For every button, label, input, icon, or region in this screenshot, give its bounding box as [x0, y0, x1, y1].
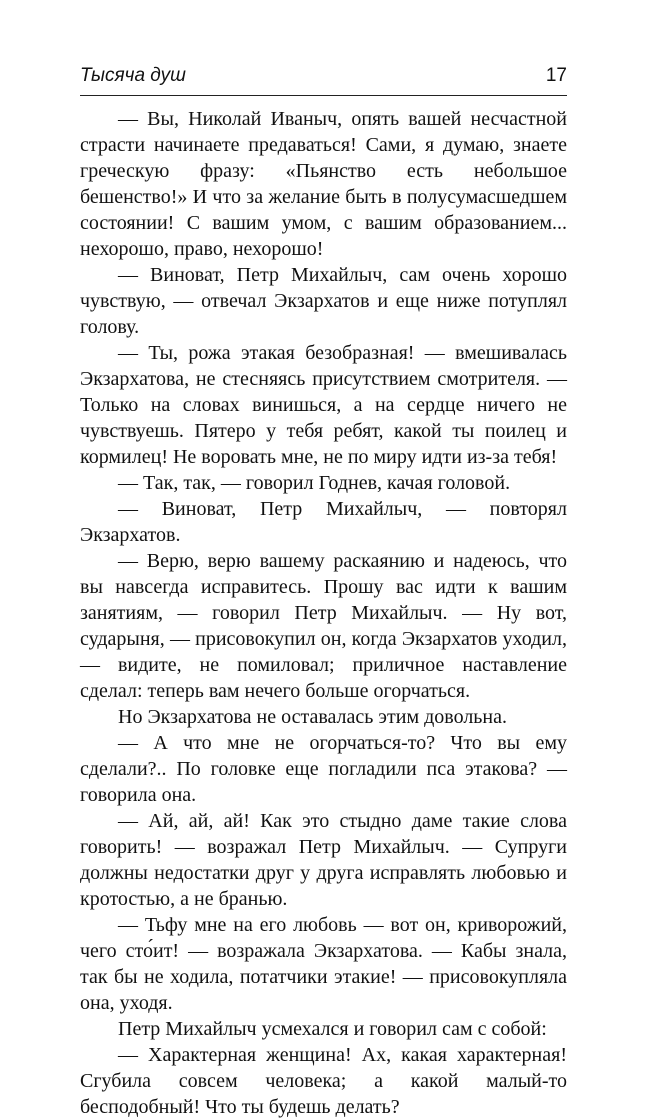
paragraph: — А что мне не огорчаться-то? Что вы ему сделали?.. По головке еще погладили пса этакова? — говорила она.	[80, 732, 567, 806]
paragraph: — Ты, рожа этакая безобразная! — вмешивалась Экзархатова, не стесняясь присутствием смотрителя. — Только на словах винишься, а на сердце ничего не чувствуешь. Пятеро у тебя ребят, какой ты поилец и кормилец! Не воровать мне, не по миру идти из-за тебя!	[80, 342, 567, 468]
paragraph: — Характерная женщина! Ах, какая характерная! Сгубила совсем человека; а какой малый-то бесподобный! Что ты будешь делать?	[80, 1044, 567, 1118]
page-body	[80, 106, 567, 1120]
paragraph: — Так, так, — говорил Годнев, качая головой.	[118, 472, 511, 494]
running-title: Тысяча душ	[80, 65, 186, 86]
paragraph: — Тьфу мне на его любовь — вот он, криворожий, чего сто́ит! — возражала Экзархатова. — Кабы знала, так бы не ходила, потатчики этакие! — присовокупляла она, уходя.	[80, 914, 567, 1014]
paragraph: — Верю, верю вашему раскаянию и надеюсь, что вы навсегда исправитесь. Прошу вас идти к вашим занятиям, — говорил Петр Михайлыч. — Ну вот, сударыня, — присовокупил он, когда Экзархатов уходил, — видите, не помиловал; приличное наставление сделал: теперь вам нечего больше огорчаться.	[80, 550, 567, 702]
header-rule	[80, 95, 567, 96]
paragraph: Петр Михайлыч усмехался и говорил сам с собой:	[118, 1018, 547, 1040]
paragraph: — Вы, Николай Иваныч, опять вашей несчастной страсти начинаете предаваться! Сами, я думаю, знаете греческую фразу: «Пьянство есть небольшое бешенство!» И что за желание быть в полусумасшедшем состоянии! С вашим умом, с вашим образованием... нехорошо, право, нехорошо!	[80, 108, 567, 260]
running-header	[80, 62, 567, 90]
page-number: 17	[545, 65, 567, 86]
paragraph: — Ай, ай, ай! Как это стыдно даме такие слова говорить! — возражал Петр Михайлыч. — Супруги должны недостатки друг у друга исправлять любовью и кротостью, а не бранью.	[80, 810, 567, 910]
paragraph: — Виноват, Петр Михайлыч, — повторял Экзархатов.	[80, 498, 567, 546]
paragraph: Но Экзархатова не оставалась этим довольна.	[118, 706, 507, 728]
paragraph: — Виноват, Петр Михайлыч, сам очень хорошо чувствую, — отвечал Экзархатов и еще ниже потуплял голову.	[80, 264, 567, 338]
